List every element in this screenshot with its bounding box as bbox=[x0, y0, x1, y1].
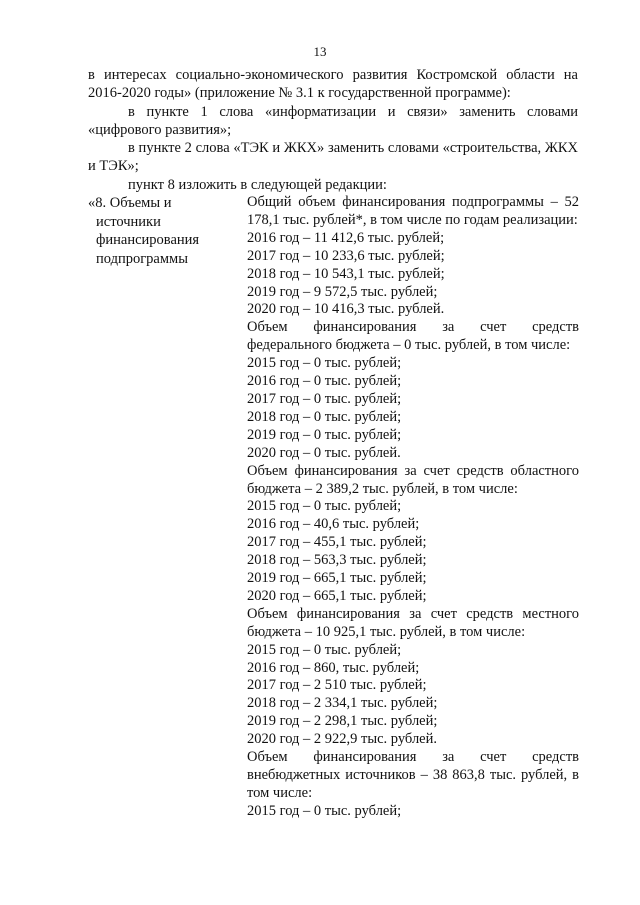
financing-heading: Объем финансирования за счет средств областного бюджета – 2 389,2 тыс. рублей, в том числе: bbox=[247, 462, 579, 497]
financing-block bbox=[247, 194, 579, 319]
financing-heading: Объем финансирования за счет средств федерального бюджета – 0 тыс. рублей, в том числе: bbox=[247, 319, 579, 354]
intro-paragraph: в пункте 1 слова «информатизации и связи» заменить словами «цифрового развития»; bbox=[88, 103, 578, 138]
page-number: 13 bbox=[313, 44, 327, 59]
intro-paragraph: в интересах социально-экономического развития Костромской области на 2016-2020 годы» (приложение № 3.1 к государственной программе): bbox=[88, 67, 578, 102]
item-label-line: «8. Объемы и bbox=[88, 195, 172, 211]
financing-block bbox=[247, 319, 579, 462]
financing-heading: Общий объем финансирования подпрограммы – 52 178,1 тыс. рублей*, в том числе по годам реализации: bbox=[247, 194, 579, 228]
table-item-label bbox=[88, 194, 228, 268]
year-amount-line: 2015 год – 0 тыс. рублей; bbox=[247, 355, 402, 372]
year-amount-line: 2017 год – 10 233,6 тыс. рублей; bbox=[247, 247, 445, 264]
financing-heading: Объем финансирования за счет средств внебюджетных источников – 38 863,8 тыс. рублей, в том числе: bbox=[247, 749, 579, 801]
year-amount-line: 2018 год – 2 334,1 тыс. рублей; bbox=[247, 695, 438, 712]
financing-heading: Объем финансирования за счет средств местного бюджета – 10 925,1 тыс. рублей, в том числе: bbox=[247, 605, 579, 640]
year-amount-line: 2019 год – 2 298,1 тыс. рублей; bbox=[247, 713, 438, 730]
year-amount-line: 2019 год – 665,1 тыс. рублей; bbox=[247, 570, 427, 587]
year-amount-line: 2020 год – 2 922,9 тыс. рублей. bbox=[247, 731, 438, 748]
year-amount-line: 2016 год – 860, тыс. рублей; bbox=[247, 659, 420, 676]
year-amount-line: 2017 год – 455,1 тыс. рублей; bbox=[247, 534, 427, 551]
item-label-line: подпрограммы bbox=[96, 250, 188, 267]
year-amount-line: 2015 год – 0 тыс. рублей; bbox=[247, 498, 402, 515]
year-amount-line: 2015 год – 0 тыс. рублей; bbox=[247, 802, 402, 819]
intro-text bbox=[88, 66, 578, 194]
year-amount-line: 2018 год – 10 543,1 тыс. рублей; bbox=[247, 265, 445, 282]
year-amount-line: 2016 год – 11 412,6 тыс. рублей; bbox=[247, 229, 445, 246]
year-amount-line: 2016 год – 0 тыс. рублей; bbox=[247, 373, 402, 390]
intro-paragraph: в пункте 2 слова «ТЭК и ЖКХ» заменить словами «строительства, ЖКХ и ТЭК»; bbox=[88, 140, 578, 175]
item-label-line: финансирования bbox=[96, 232, 200, 248]
year-amount-line: 2019 год – 9 572,5 тыс. рублей; bbox=[247, 283, 438, 300]
year-amount-line: 2017 год – 0 тыс. рублей; bbox=[247, 390, 402, 407]
financing-details bbox=[247, 194, 579, 821]
financing-block bbox=[247, 749, 579, 821]
year-amount-line: 2017 год – 2 510 тыс. рублей; bbox=[247, 677, 427, 694]
year-amount-line: 2018 год – 563,3 тыс. рублей; bbox=[247, 552, 427, 569]
year-amount-line: 2015 год – 0 тыс. рублей; bbox=[247, 641, 402, 658]
year-amount-line: 2016 год – 40,6 тыс. рублей; bbox=[247, 516, 420, 533]
financing-block bbox=[247, 463, 579, 606]
year-amount-line: 2020 год – 665,1 тыс. рублей; bbox=[247, 587, 427, 604]
item-label-line: источники bbox=[96, 213, 161, 230]
year-amount-line: 2020 год – 0 тыс. рублей. bbox=[247, 444, 401, 461]
year-amount-line: 2019 год – 0 тыс. рублей; bbox=[247, 426, 402, 443]
year-amount-line: 2018 год – 0 тыс. рублей; bbox=[247, 408, 402, 425]
intro-paragraph: пункт 8 изложить в следующей редакции: bbox=[128, 176, 387, 193]
year-amount-line: 2020 год – 10 416,3 тыс. рублей. bbox=[247, 301, 445, 318]
financing-block bbox=[247, 606, 579, 749]
